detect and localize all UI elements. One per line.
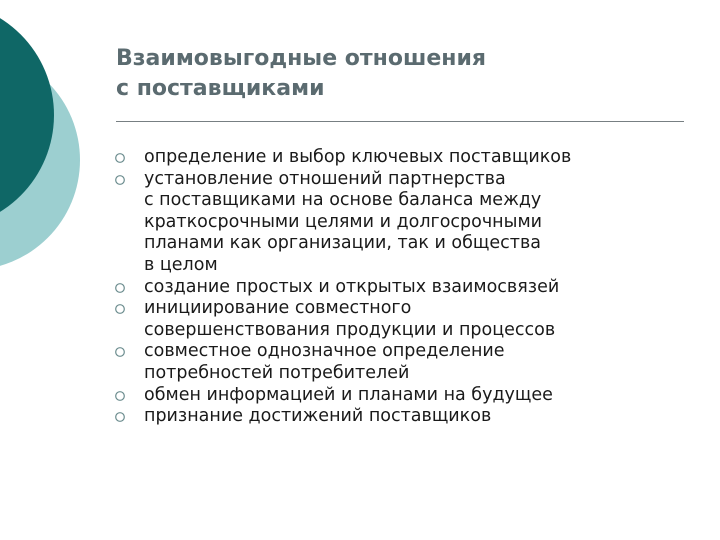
- bullet-item: [114, 406, 674, 428]
- hollow-circle-icon: [114, 173, 128, 187]
- title-line-1: Взаимовыгодные отношения: [116, 46, 486, 71]
- slide-title: [116, 44, 676, 104]
- bullet-text-line: признание достижений поставщиков: [144, 406, 492, 427]
- bullet-text-line: создание простых и открытых взаимосвязей: [144, 276, 560, 297]
- bullet-item: [114, 147, 674, 169]
- hollow-circle-icon: [114, 345, 128, 359]
- decorative-circles: [0, 0, 130, 300]
- title-line-2: с поставщиками: [116, 76, 325, 101]
- bullet-text-line: планами как организации, так и общества: [144, 233, 542, 254]
- bullet-text-line: определение и выбор ключевых поставщиков: [144, 147, 572, 167]
- bullet-text-line: потребностей потребителей: [144, 362, 410, 383]
- hollow-circle-icon: [114, 410, 128, 424]
- bullet-item: [114, 341, 674, 384]
- bullet-text-line: краткосрочными целями и долгосрочными: [144, 211, 543, 232]
- hollow-circle-icon: [114, 389, 128, 403]
- bullet-item: [114, 169, 674, 277]
- bullet-item: [114, 298, 674, 341]
- hollow-circle-icon: [114, 281, 128, 295]
- bullet-text-line: в целом: [144, 254, 218, 275]
- bullet-text-line: совершенствования продукции и процессов: [144, 319, 556, 340]
- bullet-item: [114, 385, 674, 407]
- bullet-item: [114, 277, 674, 299]
- bullet-text-line: совместное однозначное определение: [144, 341, 505, 362]
- hollow-circle-icon: [114, 151, 128, 165]
- title-divider: [116, 121, 684, 122]
- bullet-text-line: обмен информацией и планами на будущее: [144, 384, 553, 405]
- bullet-text-line: с поставщиками на основе баланса между: [144, 190, 542, 211]
- bullet-text-line: инициирование совместного: [144, 298, 412, 319]
- bullet-text-line: установление отношений партнерства: [144, 168, 506, 189]
- bullet-list: [114, 147, 674, 428]
- hollow-circle-icon: [114, 302, 128, 316]
